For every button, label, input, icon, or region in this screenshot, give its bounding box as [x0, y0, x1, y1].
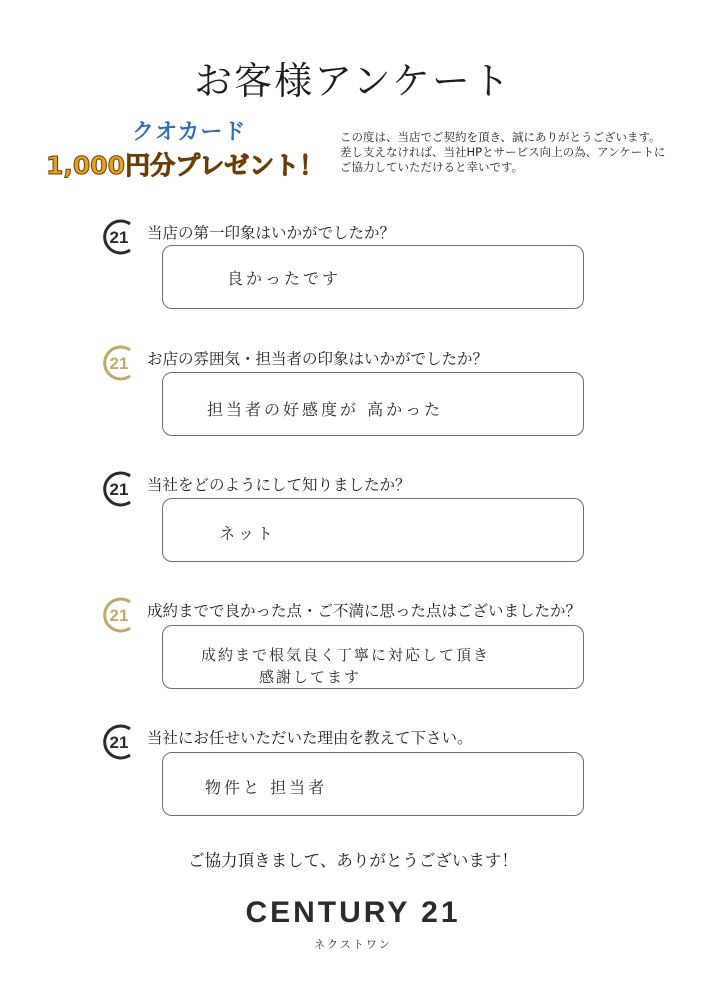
- question-4: [100, 595, 590, 686]
- question-text: 当社にお任せいただいた理由を教えて下さい。: [147, 729, 473, 747]
- icon-label: 21: [109, 228, 129, 247]
- answer-line: 感謝してます: [259, 668, 362, 686]
- intro-line: この度は、当店でご契約を頂き、誠にありがとうございます。: [340, 130, 661, 144]
- answer-line: 良かったです: [227, 269, 342, 288]
- question-1: [100, 217, 590, 288]
- answer-line: 担当者の好感度が 高かった: [207, 400, 444, 419]
- answer-box: [162, 625, 584, 689]
- icon-label: 21: [109, 354, 129, 373]
- icon-label: 21: [109, 606, 129, 625]
- century21-icon: [100, 343, 140, 383]
- answer-line: 成約まで根気良く丁寧に対応して頂き: [201, 646, 491, 664]
- answer-box: [162, 752, 584, 816]
- century21-logo: CENTURY 21: [245, 896, 461, 929]
- icon-label: 21: [109, 733, 129, 752]
- intro-text: [340, 130, 670, 175]
- question-text: 当店の第一印象はいかがでしたか？: [147, 224, 396, 242]
- intro-line: ご協力していただけると幸いです。: [340, 160, 524, 174]
- thanks-message: ご協力頂きまして、ありがとうございます！: [188, 851, 518, 870]
- page-title: お客様アンケート: [194, 59, 512, 103]
- question-2: [100, 343, 590, 419]
- icon-label: 21: [109, 480, 129, 499]
- question-text: 成約までで良かった点・ご不満に思った点はございましたか？: [147, 602, 582, 620]
- century21-icon: [100, 217, 140, 257]
- century21-icon: [100, 595, 140, 635]
- promo-banner: [46, 112, 336, 182]
- answer-box: [162, 245, 584, 309]
- answer-box: [162, 498, 584, 562]
- question-5: [100, 722, 590, 797]
- company-name: ネクストワン: [314, 938, 392, 951]
- intro-line: 差し支えなければ、当社HPとサービス向上の為、アンケートに: [340, 145, 666, 159]
- answer-line: ネット: [219, 524, 277, 543]
- answer-line: 物件と 担当者: [205, 778, 328, 797]
- century21-icon: [100, 722, 140, 762]
- promo-line-2: 1,000円分プレゼント！: [46, 151, 325, 180]
- answer-box: [162, 372, 584, 436]
- question-3: [100, 469, 590, 543]
- question-text: 当社をどのようにして知りましたか？: [147, 476, 411, 494]
- promo-line-1: クオカード: [132, 120, 247, 145]
- century21-icon: [100, 469, 140, 509]
- question-text: お店の雰囲気・担当者の印象はいかがでしたか？: [147, 350, 489, 368]
